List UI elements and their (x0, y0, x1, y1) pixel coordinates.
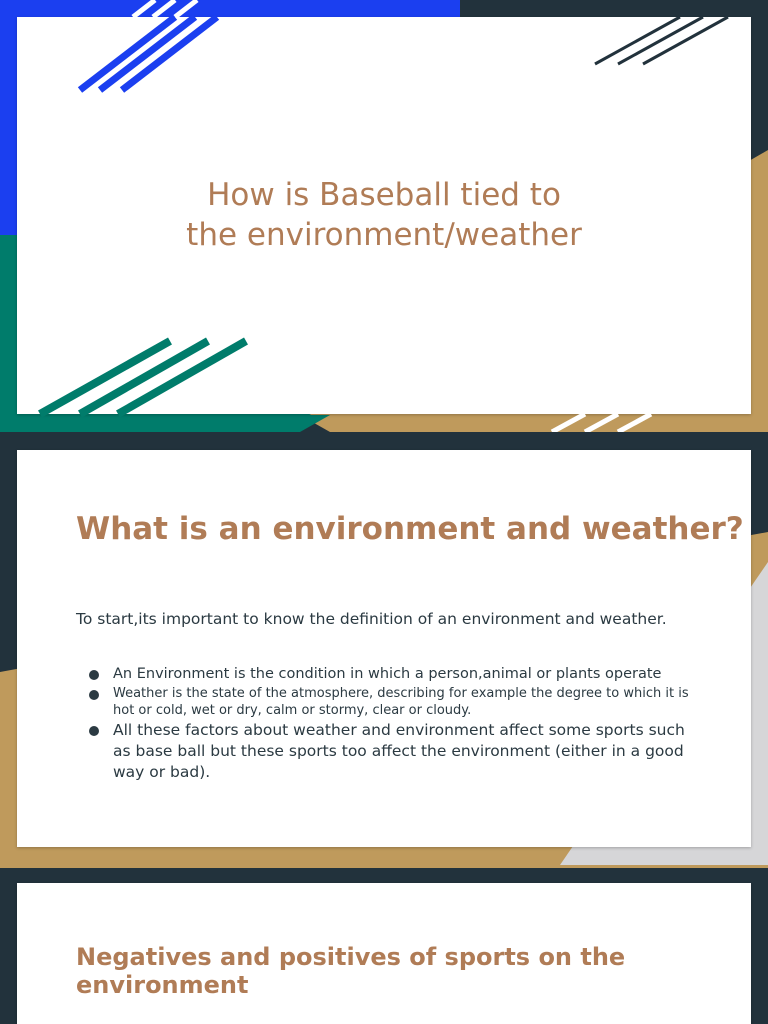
slide-2-heading: What is an environment and weather? (76, 511, 744, 547)
blue-stripes (80, 17, 217, 90)
slide-2-intro: To start,its important to know the definition of an environment and weather. (76, 610, 667, 628)
title-line-2: the environment/weather (186, 217, 582, 253)
slide-1-stripes (0, 0, 768, 432)
bullet-list (76, 664, 696, 783)
bullet-weather: Weather is the state of the atmosphere, describing for example the degree to which it is hot or cold, wet or dry, calm or stormy, clear or cloudy. (76, 685, 696, 719)
slide-3-card (17, 883, 751, 1024)
white-stripes-top (133, 0, 197, 17)
teal-stripes (40, 341, 246, 414)
bullet-environment: An Environment is the condition in which a person,animal or plants operate (76, 664, 696, 684)
title-line-1: How is Baseball tied to (207, 177, 561, 213)
slide-2 (0, 432, 768, 865)
white-stripes-bottom (552, 414, 651, 432)
slide-3 (0, 865, 768, 1024)
slide-3-heading: Negatives and positives of sports on the environment (76, 943, 626, 999)
slide-2-card (17, 450, 751, 847)
bullet-factors: All these factors about weather and environment affect some sports such as base ball but these sports too affect the environment (either in a good way or bad). (76, 720, 696, 783)
dark-stripes (595, 17, 728, 64)
slide-1 (0, 0, 768, 432)
